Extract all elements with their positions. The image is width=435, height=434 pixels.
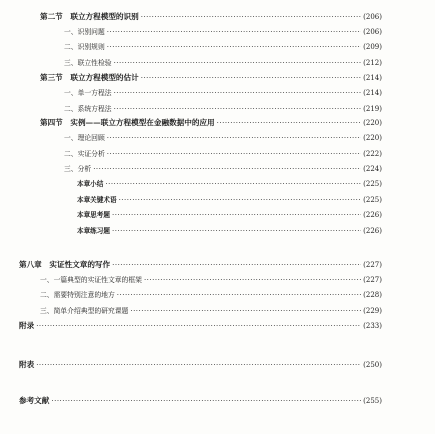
toc-entry-chapter-extra: [77, 178, 382, 190]
toc-entry-section: [40, 117, 382, 129]
leader-dots: [51, 395, 361, 407]
toc-entry-appendix: [19, 320, 382, 332]
toc-entry-title: 本章小结: [77, 180, 104, 188]
leader-dots: [105, 178, 361, 190]
toc-entry-subsection: [64, 103, 382, 115]
toc-entry-section: [40, 11, 382, 23]
toc-entry-page: (250): [363, 361, 382, 369]
toc-entry-section: [40, 72, 382, 84]
toc-entry-subsection: [64, 87, 382, 99]
toc-entry-page: (225): [363, 180, 382, 188]
toc-entry-title: 第二节 联立方程模型的识别: [40, 12, 139, 21]
toc-entry-title: 第三节 联立方程模型的估计: [40, 73, 139, 82]
toc-entry-title: 一、一篇典型的实证性文章的框架: [40, 276, 142, 284]
toc-entry-references: [19, 395, 382, 407]
toc-entry-subsection: [64, 57, 382, 69]
toc-entry-chapter-extra: [77, 225, 382, 237]
toc-entry-title: 三、分析: [64, 165, 92, 173]
toc-entry-title: 第八章 实证性文章的写作: [19, 260, 111, 269]
toc-entry-page: (224): [363, 165, 382, 173]
leader-dots: [36, 359, 361, 371]
toc-entry-subsection: [64, 132, 382, 144]
toc-entry-title: 二、识别规则: [64, 43, 105, 51]
toc-entry-page: (219): [363, 105, 382, 113]
leader-dots: [114, 87, 362, 99]
toc-entry-title: 一、单一方程法: [64, 89, 112, 97]
leader-dots: [36, 320, 361, 332]
leader-dots: [107, 132, 361, 144]
leader-dots: [217, 117, 362, 129]
toc-entry-page: (220): [363, 134, 382, 142]
toc-entry-title: 一、理论回顾: [64, 134, 105, 142]
leader-dots: [144, 274, 361, 286]
toc-entry-page: (225): [363, 196, 382, 204]
toc-entry-chapter-extra: [77, 194, 382, 206]
toc-entry-subsection: [40, 289, 382, 301]
toc-entry-title: 三、联立性检验: [64, 59, 112, 67]
leader-dots: [119, 194, 362, 206]
toc-entry-tables: [19, 359, 382, 371]
toc-entry-page: (206): [363, 28, 382, 36]
toc-entry-page: (228): [363, 291, 382, 299]
leader-dots: [107, 41, 361, 53]
leader-dots: [130, 305, 361, 317]
toc-entry-title: 二、需要特别注意的地方: [40, 291, 115, 299]
toc-entry-page: (212): [363, 59, 382, 67]
leader-dots: [114, 57, 362, 69]
toc-entry-title: 本章练习题: [77, 227, 110, 235]
toc-entry-subsection: [64, 163, 382, 175]
toc-entry-title: 二、实证分析: [64, 150, 105, 158]
toc-entry-subsection: [40, 274, 382, 286]
toc-entry-page: (206): [363, 13, 382, 21]
toc-entry-title: 本章关键术语: [77, 196, 117, 204]
toc-entry-page: (209): [363, 43, 382, 51]
toc-entry-page: (255): [363, 397, 382, 405]
toc-entry-chapter: [19, 259, 382, 271]
leader-dots: [112, 225, 361, 237]
toc-entry-title: 参考文献: [19, 396, 50, 405]
leader-dots: [117, 289, 361, 301]
leader-dots: [141, 72, 361, 84]
toc-entry-page: (227): [363, 276, 382, 284]
toc-entry-title: 第四节 实例——联立方程模型在金融数据中的应用: [40, 118, 215, 127]
toc-entry-page: (233): [363, 322, 382, 330]
leader-dots: [107, 148, 361, 160]
toc-entry-title: 一、识别问题: [64, 28, 105, 36]
toc-entry-subsection: [64, 148, 382, 160]
toc-entry-title: 二、系统方程法: [64, 105, 112, 113]
toc-entry-subsection: [64, 41, 382, 53]
toc-entry-page: (214): [363, 89, 382, 97]
toc-entry-page: (220): [363, 119, 382, 127]
toc-entry-title: 附录: [19, 321, 35, 330]
leader-dots: [114, 103, 362, 115]
leader-dots: [107, 26, 361, 38]
toc-entry-page: (214): [363, 74, 382, 82]
toc-entry-title: 三、简单介绍典型的研究课题: [40, 307, 129, 315]
toc-entry-page: (226): [363, 211, 382, 219]
leader-dots: [141, 11, 361, 23]
leader-dots: [112, 209, 361, 221]
toc-entry-subsection: [64, 26, 382, 38]
leader-dots: [112, 259, 361, 271]
toc-entry-page: (227): [363, 261, 382, 269]
leader-dots: [93, 163, 361, 175]
toc-entry-page: (229): [363, 307, 382, 315]
toc-entry-subsection: [40, 305, 382, 317]
toc-entry-page: (226): [363, 227, 382, 235]
toc-entry-chapter-extra: [77, 209, 382, 221]
toc-entry-title: 附表: [19, 360, 35, 369]
toc-entry-title: 本章思考题: [77, 211, 110, 219]
toc-entry-page: (222): [363, 150, 382, 158]
